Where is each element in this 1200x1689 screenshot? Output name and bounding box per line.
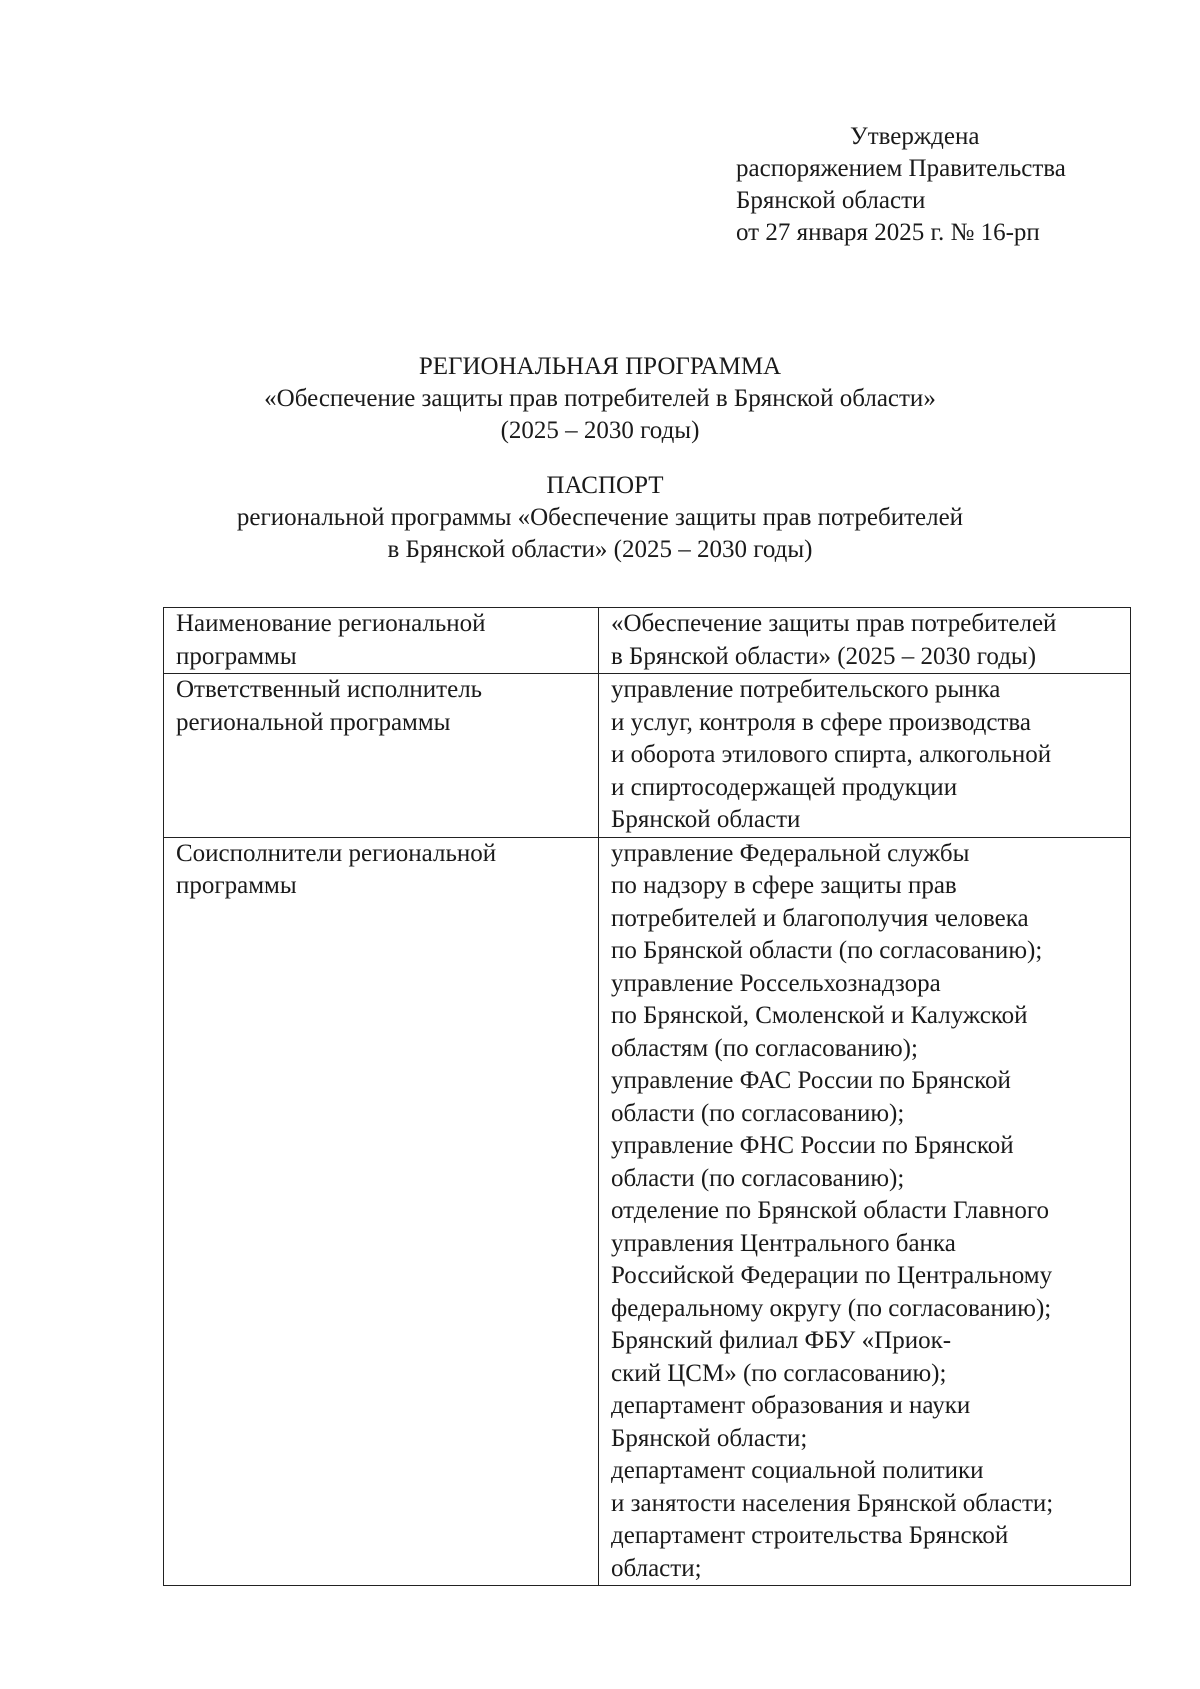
row-value: по надзору в сфере защиты прав [611, 872, 957, 899]
row-value: в Брянской области» (2025 – 2030 годы) [611, 642, 1037, 670]
row-value-cell [599, 837, 1131, 1586]
row-value: управления Центрального банка [611, 1229, 956, 1257]
row-value: Брянской области [611, 806, 801, 833]
row-value: департамент социальной политики [611, 1457, 984, 1484]
row-value: Брянской области; [611, 1424, 808, 1452]
approval-line: Утверждена [850, 123, 980, 150]
row-value: управление потребительского рынка [611, 676, 1001, 703]
row-value: по Брянской области (по согласованию); [611, 937, 1043, 964]
table-row [164, 674, 1131, 838]
row-value-cell [599, 608, 1131, 674]
approval-block [736, 121, 1066, 249]
approval-date-line: от 27 января 2025 г. № 16-рп [736, 219, 1040, 246]
row-value: «Обеспечение защиты прав потребителей [611, 610, 1057, 637]
row-value: департамент образования и науки [611, 1392, 971, 1419]
passport-title: ПАСПОРТ [546, 472, 664, 499]
row-label: Наименование региональной [176, 610, 486, 637]
row-label: программы [176, 872, 297, 899]
program-title: РЕГИОНАЛЬНАЯ ПРОГРАММА [418, 353, 782, 380]
row-value: департамент строительства Брянской [611, 1522, 1009, 1549]
row-value: управление Россельхознадзора [611, 969, 941, 997]
row-value: ский ЦСМ» (по согласованию); [611, 1359, 947, 1387]
passport-table [163, 607, 1131, 1586]
row-value: области (по согласованию); [611, 1164, 905, 1192]
document-heading [0, 351, 1200, 566]
row-value: и спиртосодержащей продукции [611, 773, 958, 801]
row-value: и оборота этилового спирта, алкогольной [611, 741, 1052, 768]
row-label-cell [164, 837, 599, 1586]
row-value: по Брянской, Смоленской и Калужской [611, 1002, 1028, 1029]
row-label-cell [164, 674, 599, 838]
approval-line: распоряжением Правительства [736, 155, 1066, 182]
row-label-cell [164, 608, 599, 674]
row-label: Соисполнители региональной [176, 839, 497, 867]
row-value: Брянский филиал ФБУ «Приок- [611, 1327, 952, 1354]
program-name: «Обеспечение защиты прав потребителей в Брянской области» [264, 385, 936, 412]
row-value: Российской Федерации по Центральному [611, 1262, 1053, 1289]
row-value: области (по согласованию); [611, 1099, 905, 1127]
passport-subtitle: региональной программы «Обеспечение защиты прав потребителей [236, 504, 964, 531]
row-label: региональной программы [176, 708, 451, 736]
passport-subtitle: в Брянской области» (2025 – 2030 годы) [387, 536, 813, 563]
row-value-cell [599, 674, 1131, 838]
row-value: области; [611, 1554, 702, 1582]
row-value: областям (по согласованию); [611, 1034, 918, 1062]
row-value: и услуг, контроля в сфере производства [611, 708, 1031, 736]
row-value: потребителей и благополучия человека [611, 904, 1029, 932]
program-years: (2025 – 2030 годы) [500, 417, 700, 444]
row-label: программы [176, 642, 297, 670]
row-value: управление ФАС России по Брянской [611, 1067, 1011, 1094]
row-value: отделение по Брянской области Главного [611, 1197, 1050, 1224]
row-value: федеральному округу (по согласованию); [611, 1294, 1052, 1322]
table-row [164, 837, 1131, 1586]
row-value: и занятости населения Брянской области; [611, 1489, 1054, 1517]
row-value: управление Федеральной службы [611, 839, 970, 867]
table-row [164, 608, 1131, 674]
row-label: Ответственный исполнитель [176, 676, 483, 703]
row-value: управление ФНС России по Брянской [611, 1132, 1014, 1159]
approval-line: Брянской области [736, 187, 926, 214]
